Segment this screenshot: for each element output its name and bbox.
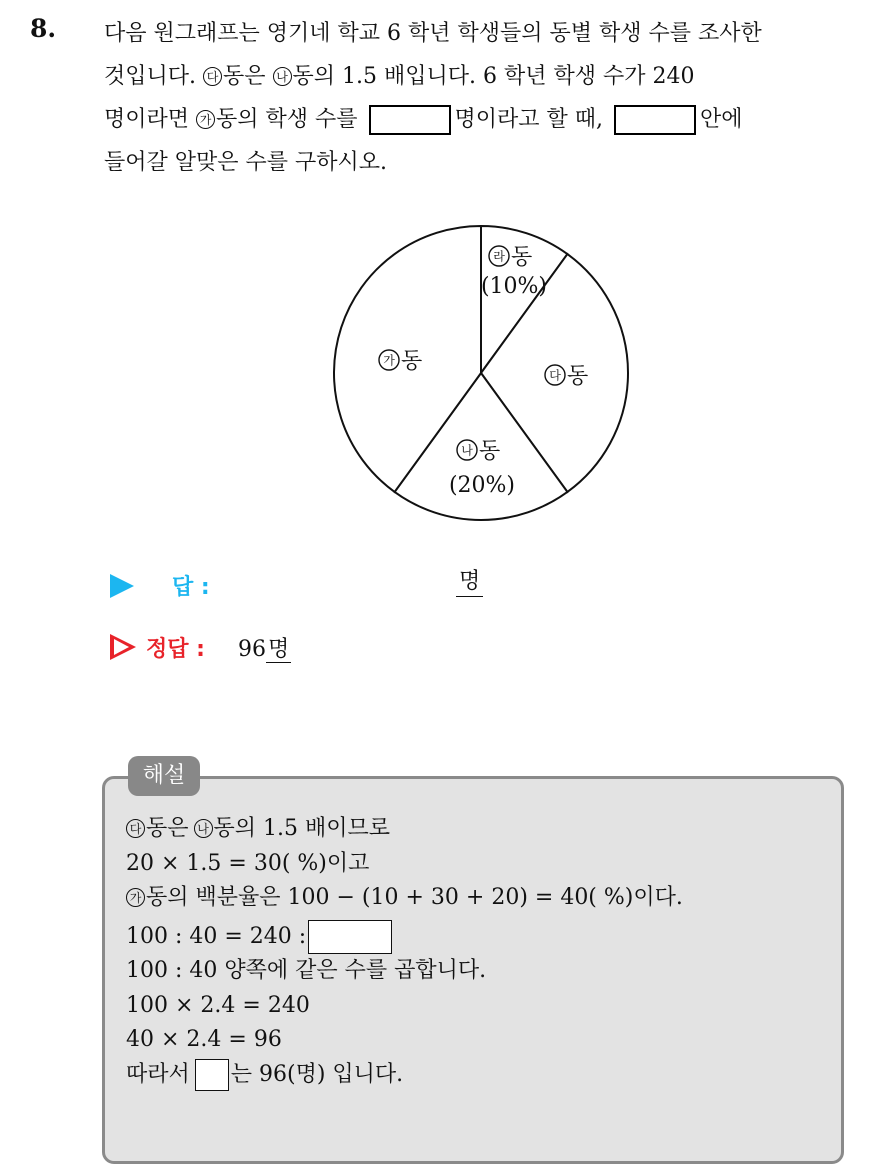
- explanation-line-3: 가 동의 백분율은 100 − (10 + 30 + 20) = 40( %)이다.: [126, 881, 826, 916]
- explanation-line-5: 100 : 40 양쪽에 같은 수를 곱합니다.: [126, 958, 487, 983]
- answer-label: 답 :: [172, 575, 210, 600]
- circle-ga-letter: 가: [383, 353, 395, 368]
- pie-label-da-text: 동: [567, 364, 589, 389]
- explanation-line-8: 따라서 는 96(명) 입니다.: [126, 1058, 826, 1093]
- explanation-tab: 해설: [128, 756, 200, 796]
- pie-label-ra-text: 동: [511, 245, 533, 270]
- circle-ra-letter: 라: [493, 249, 505, 264]
- circle-da-icon: 다: [126, 819, 145, 838]
- pie-value-ra: (10%): [480, 274, 548, 299]
- explanation-line-4: 100 : 40 = 240 :: [126, 920, 826, 955]
- blank-box: [369, 105, 451, 135]
- explanation-body: [126, 812, 826, 1092]
- blank-box: [308, 920, 392, 954]
- explanation-line-1: 다 동은 나 동의 1.5 배이므로: [126, 812, 826, 847]
- question-line-2: 것입니다. 다 동은 나 동의 1.5 배입니다. 6 학년 학생 수가 240: [104, 64, 695, 89]
- question-line-1: 다음 원그래프는 영기네 학교 6 학년 학생들의 동별 학생 수를 조사한: [104, 21, 762, 46]
- explanation-line-2: 20 × 1.5 = 30( %)이고: [126, 850, 370, 876]
- circle-da-letter: 다: [549, 368, 561, 383]
- pie-label-ga-text: 동: [401, 349, 423, 374]
- blank-box: [195, 1059, 229, 1091]
- correct-answer-value: 96명: [238, 637, 290, 662]
- correct-answer-label: 정답 :: [146, 637, 205, 662]
- explanation-line-7: 40 × 2.4 = 96: [126, 1027, 282, 1052]
- pie-chart: [320, 218, 640, 528]
- answer-row: [110, 566, 610, 606]
- circle-na-icon: 나: [194, 819, 213, 838]
- pie-label-na-text: 동: [479, 439, 501, 464]
- circle-da-icon: 다: [203, 67, 222, 86]
- question-text: [104, 12, 862, 184]
- play-triangle-icon: [110, 574, 134, 598]
- answer-unit: 명: [456, 568, 483, 597]
- pie-value-na: (20%): [448, 473, 516, 498]
- question-line-4: 들어갈 알맞은 수를 구하시오.: [104, 150, 387, 175]
- outline-triangle-icon: [110, 634, 136, 660]
- circle-ga-icon: 가: [126, 888, 145, 907]
- circle-na-letter: 나: [461, 443, 473, 458]
- circle-ga-icon: 가: [196, 110, 215, 129]
- correct-answer-row: [110, 628, 610, 668]
- circle-na-icon: 나: [273, 67, 292, 86]
- question-line-3: 명이라면 가 동의 학생 수를 명이라고 할 때, 안에: [104, 98, 862, 141]
- question-number: 8.: [30, 14, 57, 43]
- blank-box: [614, 105, 696, 135]
- explanation-line-6: 100 × 2.4 = 240: [126, 992, 310, 1018]
